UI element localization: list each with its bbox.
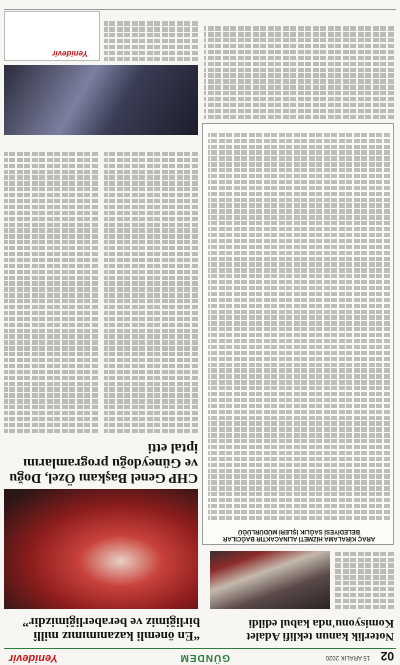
bottom-left-text bbox=[204, 19, 394, 119]
footer-rule bbox=[4, 9, 396, 10]
headline-right: “En önemli kazanımımız millî birliğimiz ve beraberliğimizdir” bbox=[22, 615, 200, 644]
bottom-middle-text bbox=[104, 15, 198, 61]
news-photo-bottom bbox=[4, 65, 198, 135]
official-notice-title: ARAÇ KİRALAMA HİZMETİ ALINACAKTIR BAĞCILAR BELEDİYESİ SAĞLIK İŞLERİ MÜDÜRLÜĞÜ bbox=[222, 528, 376, 541]
header-rule bbox=[4, 648, 396, 649]
headline-middle: CHP Genel Başkanı Özel, Doğu ve Güneydoğu programlarını iptal etti bbox=[9, 440, 198, 485]
middle-story-col-2 bbox=[4, 138, 98, 433]
issue-date: 15 ARALIK 2020 bbox=[325, 654, 370, 660]
page-number: 02 bbox=[380, 649, 394, 663]
left-story-text bbox=[334, 549, 394, 609]
imprint-logo: Yenidevir bbox=[52, 49, 88, 58]
news-photo-small bbox=[210, 551, 330, 609]
middle-story-col-1 bbox=[104, 138, 198, 433]
section-title: GÜNDEM bbox=[179, 652, 230, 663]
news-photo-main bbox=[4, 489, 198, 609]
masthead-logo: Yenidevir bbox=[8, 652, 58, 664]
notice-body-text bbox=[208, 130, 390, 520]
headline-left: Noterlik kanun teklifi Adalet Komisyonu'nda kabul edildi bbox=[246, 617, 394, 644]
